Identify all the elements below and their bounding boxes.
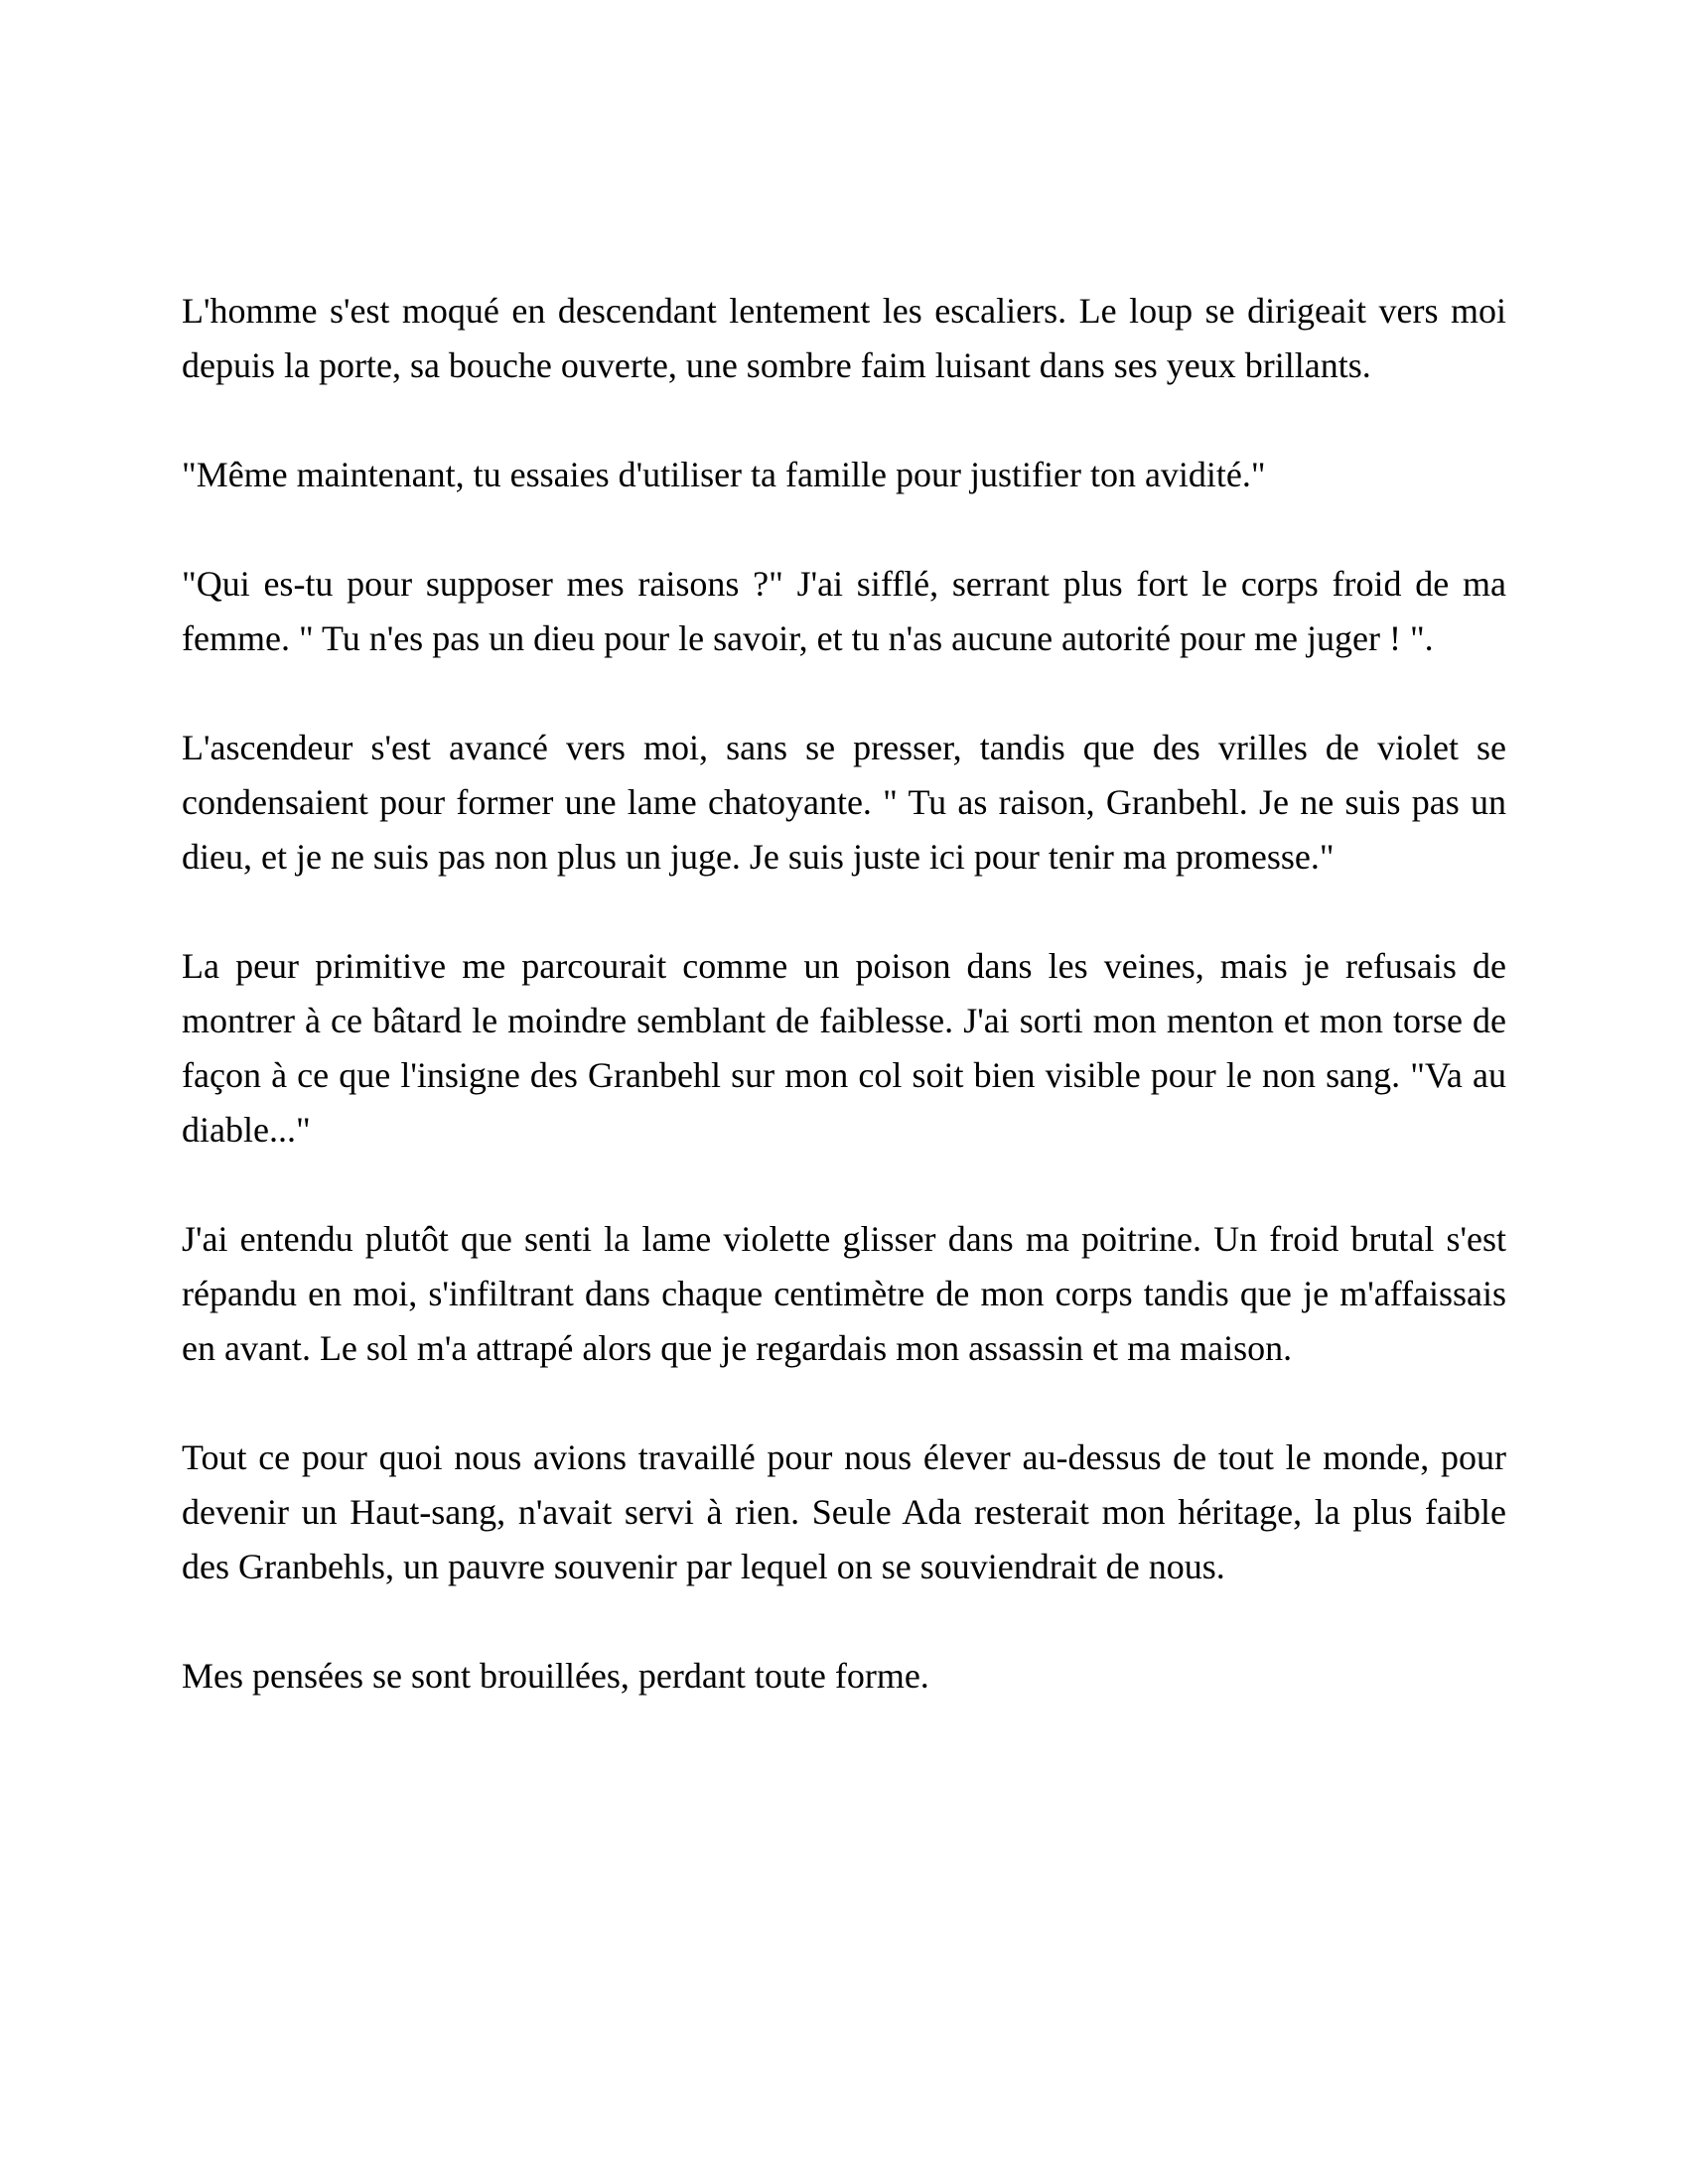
paragraph: Mes pensées se sont brouillées, perdant toute forme. bbox=[182, 1656, 929, 1696]
document-page bbox=[182, 284, 1506, 1758]
paragraph: La peur primitive me parcourait comme un poison dans les veines, mais je refusais de montrer à ce bâtard le moindre semblant de faiblesse. J'ai sorti mon menton et mon torse de façon à ce que l'insigne des Granbehl sur mon col soit bien visible pour le non sang. "Va au diable..." bbox=[182, 946, 1506, 1150]
paragraph: "Même maintenant, tu essaies d'utiliser ta famille pour justifier ton avidité." bbox=[182, 455, 1266, 494]
paragraph: L'homme s'est moqué en descendant lentement les escaliers. Le loup se dirigeait vers moi depuis la porte, sa bouche ouverte, une sombre faim luisant dans ses yeux brillants. bbox=[182, 291, 1506, 385]
paragraph: J'ai entendu plutôt que senti la lame violette glisser dans ma poitrine. Un froid brutal s'est répandu en moi, s'infiltrant dans chaque centimètre de mon corps tandis que je m'affaissais en avant. Le sol m'a attrapé alors que je regardais mon assassin et ma maison. bbox=[182, 1219, 1506, 1368]
paragraph: L'ascendeur s'est avancé vers moi, sans se presser, tandis que des vrilles de violet se condensaient pour former une lame chatoyante. " Tu as raison, Granbehl. Je ne suis pas un dieu, et je ne suis pas non plus un juge. Je suis juste ici pour tenir ma promesse." bbox=[182, 728, 1506, 877]
paragraph: Tout ce pour quoi nous avions travaillé pour nous élever au-dessus de tout le monde, pour devenir un Haut-sang, n'avait servi à rien. Seule Ada resterait mon héritage, la plus faible des Granbehls, un pauvre souvenir par lequel on se souviendrait de nous. bbox=[182, 1437, 1506, 1586]
paragraph: "Qui es-tu pour supposer mes raisons ?" J'ai sifflé, serrant plus fort le corps froid de ma femme. " Tu n'es pas un dieu pour le savoir, et tu n'as aucune autorité pour me juger ! ". bbox=[182, 564, 1506, 658]
